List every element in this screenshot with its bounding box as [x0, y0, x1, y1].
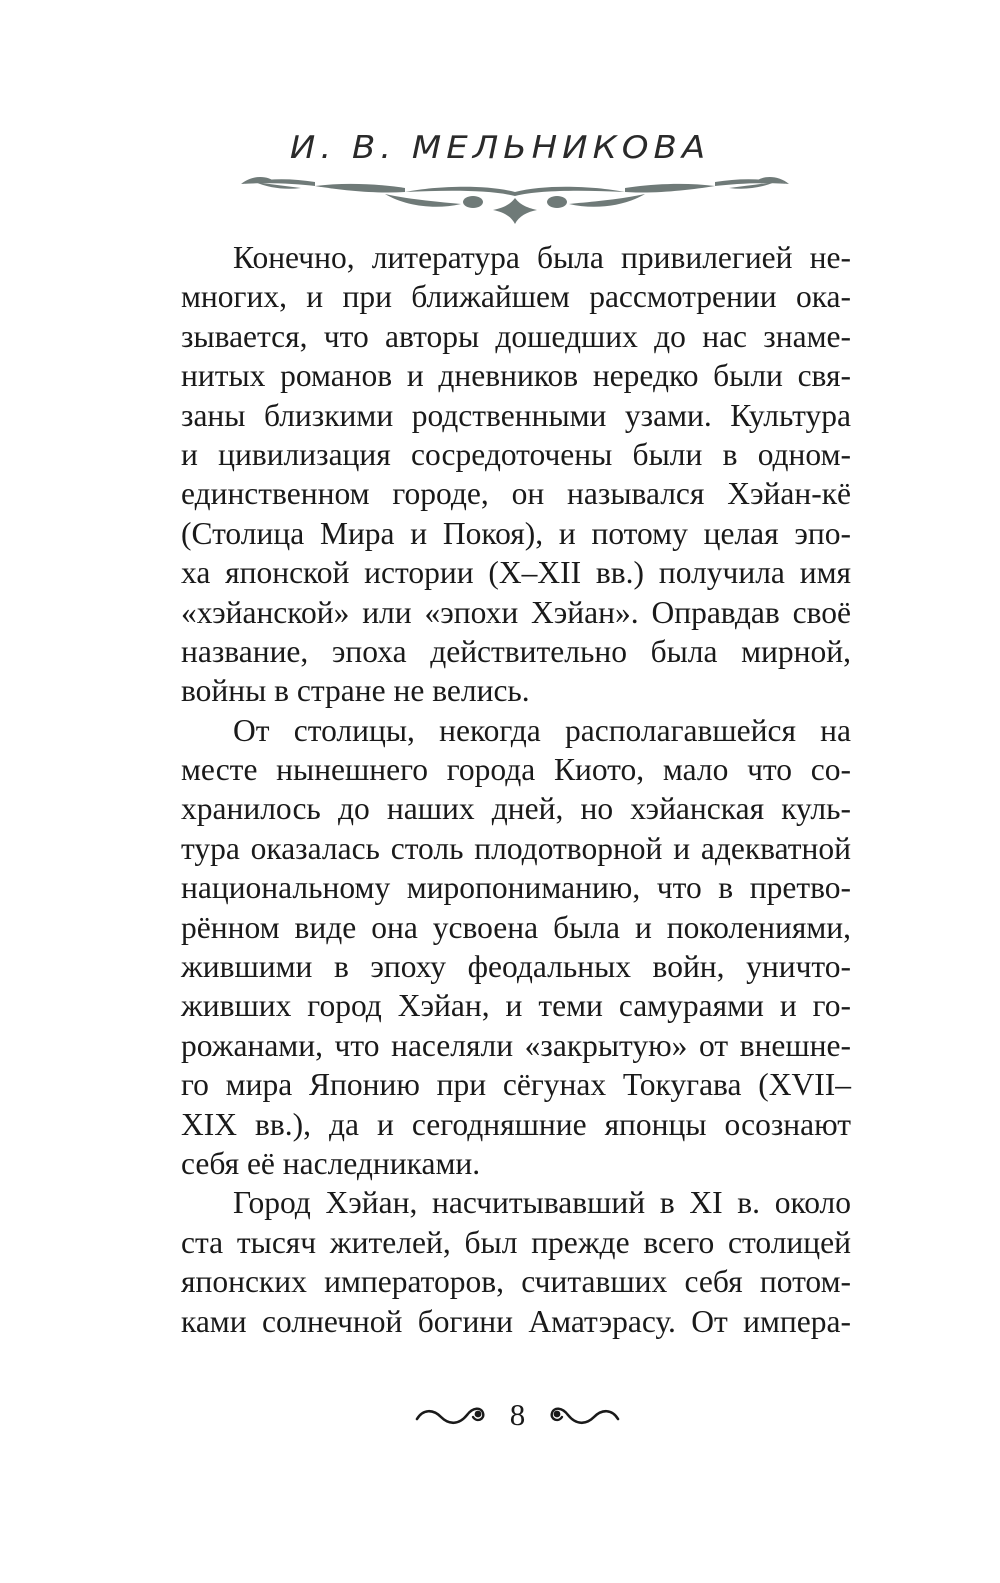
- text-line: месте нынешнего города Киото, мало что со-: [181, 752, 851, 788]
- body-text: [181, 238, 851, 1341]
- footer-ornament-right-icon: [545, 1401, 620, 1431]
- text-line: японских императоров, считавших себя потом-: [181, 1264, 851, 1300]
- text-line: Город Хэйан, насчитывавший в XI в. около: [233, 1185, 851, 1221]
- text-line: и цивилизация сосредоточены были в одном-: [181, 436, 851, 472]
- footer-ornament-left-icon: [415, 1401, 490, 1431]
- text-line: жившими в эпоху феодальных войн, уничто-: [181, 949, 851, 985]
- text-line: единственном городе, он назывался Хэйан-кё: [181, 476, 851, 512]
- text-line: XIX вв.), да и сегодняшние японцы осознают: [181, 1106, 851, 1142]
- paragraph-3: [181, 1183, 851, 1341]
- text-line: заны близкими родственными узами. Культура: [181, 397, 851, 433]
- text-line: войны в стране не велись.: [181, 673, 530, 709]
- page-number: 8: [509, 1397, 526, 1432]
- running-head: И. В. МЕЛЬНИКОВА: [289, 129, 711, 167]
- text-line: хранилось до наших дней, но хэйанская куль-: [181, 791, 851, 827]
- text-line: рожанами, что населяли «закрытую» от внешне-: [181, 1027, 851, 1063]
- text-line: От столицы, некогда располагавшейся на: [233, 712, 851, 748]
- text-line: ста тысяч жителей, был прежде всего столицей: [181, 1224, 851, 1260]
- text-line: «хэйанской» или «эпохи Хэйан». Оправдав своё: [181, 594, 851, 630]
- text-line: ха японской истории (X–XII вв.) получила имя: [181, 555, 851, 591]
- text-line: ками солнечной богини Аматэрасу. От импера-: [181, 1303, 851, 1339]
- text-line: нитых романов и дневников нередко были свя-: [181, 358, 851, 394]
- text-line: тура оказалась столь плодотворной и адекватной: [181, 830, 851, 866]
- text-line: многих, и при ближайшем рассмотрении ока-: [181, 279, 851, 315]
- text-line: национальному миропониманию, что в претво-: [181, 870, 851, 906]
- text-line: (Столица Мира и Покоя), и потому целая эпо-: [181, 515, 851, 551]
- text-line: название, эпоха действительно была мирной,: [181, 633, 851, 669]
- text-line: рённом виде она усвоена была и поколениями,: [181, 909, 851, 945]
- paragraph-2: [181, 711, 851, 1184]
- text-line: Конечно, литература была привилегией не-: [233, 240, 851, 275]
- text-line: го мира Японию при сёгунах Токугава (XVII–: [181, 1067, 851, 1103]
- page-footer: [0, 1395, 1000, 1443]
- text-line: живших город Хэйан, и теми самураями и го-: [181, 988, 851, 1024]
- header-ornament: [235, 172, 795, 228]
- text-line: зывается, что авторы дошедших до нас знаме-: [181, 318, 851, 354]
- text-line: себя её наследниками.: [181, 1145, 481, 1181]
- paragraph-1: [181, 238, 851, 711]
